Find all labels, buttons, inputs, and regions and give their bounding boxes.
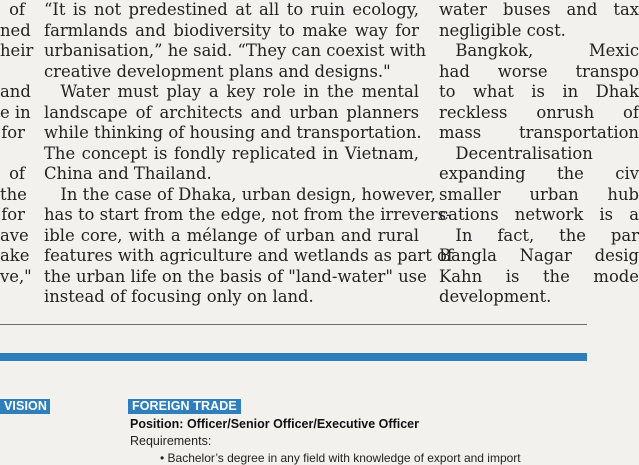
text-line: ned (0, 20, 31, 40)
text-line: heir (0, 41, 34, 60)
text-line: water buses and tax (439, 0, 639, 19)
requirements-heading: Requirements: (130, 434, 212, 448)
text-line: Bangkok, Mexic (439, 41, 639, 60)
text-line (0, 144, 25, 165)
text-line: ve," (0, 266, 32, 286)
text-line: development. (439, 287, 552, 306)
text-line: Decentralisation (439, 143, 593, 163)
text-line: ave (0, 225, 29, 245)
text-line: negligible cost. (439, 20, 566, 40)
text-line: Water must play a key role in the mental (44, 82, 419, 101)
text-line: has to start from the edge, not from the irrevers- (44, 205, 452, 224)
text-line: The concept is fondly replicated in Vietnam, (44, 143, 419, 163)
text-line: expanding the civ (439, 164, 639, 183)
text-line (0, 62, 25, 83)
text-line: for (1, 123, 25, 142)
text-line: creative development plans and designs." (44, 61, 391, 81)
text-line: instead of focusing only on land. (44, 287, 314, 306)
text-line: e in (0, 102, 31, 122)
text-line: of (9, 0, 25, 19)
text-line: and (0, 82, 31, 101)
text-line: for (1, 205, 25, 224)
section-band (0, 353, 587, 361)
text-line: had worse transpo (439, 61, 639, 81)
foreign-trade-label: FOREIGN TRADE (128, 399, 241, 414)
text-line: ake (0, 246, 30, 265)
text-line: of (9, 164, 25, 183)
text-line: In fact, the par (439, 225, 639, 245)
right-column-article (439, 0, 639, 308)
text-line: ible core, with a mélange of urban and rural (44, 225, 419, 245)
text-line: Bangla Nagar desig (439, 246, 639, 265)
text-line: the urban life on the basis of "land-water" use (44, 266, 427, 286)
text-line: Kahn is the mode (439, 266, 639, 286)
text-line: mass transportation (439, 123, 639, 142)
text-line: urbanisation,” he said. “They can coexist with (44, 41, 427, 60)
text-line: China and Thailand. (44, 164, 212, 183)
text-line: features with agriculture and wetlands as part of (44, 246, 453, 265)
text-line: cations network is a (439, 205, 639, 224)
text-line: farmlands and biodiversity to make way for (44, 20, 419, 40)
position-title: Position: Officer/Senior Officer/Executive Officer (130, 417, 419, 431)
text-line: to what is in Dhak (439, 82, 639, 101)
requirement-line-cut: • Bachelor’s degree in any field with knowledge of export and import (160, 451, 521, 465)
text-line: landscape of architects and urban planners (44, 102, 419, 122)
column-divider-rule (0, 324, 587, 325)
left-column-fragments (0, 0, 34, 287)
text-line: reckless onrush of (439, 102, 639, 122)
text-line: “It is not predestined at all to ruin ecology, (44, 0, 419, 19)
text-line: smaller urban hub (439, 184, 639, 204)
text-line: while thinking of housing and transportation. (44, 123, 422, 142)
division-label: VISION (0, 399, 50, 414)
middle-column-article (44, 0, 453, 308)
text-line: the (0, 184, 27, 204)
text-line: In the case of Dhaka, urban design, however, (44, 184, 436, 204)
